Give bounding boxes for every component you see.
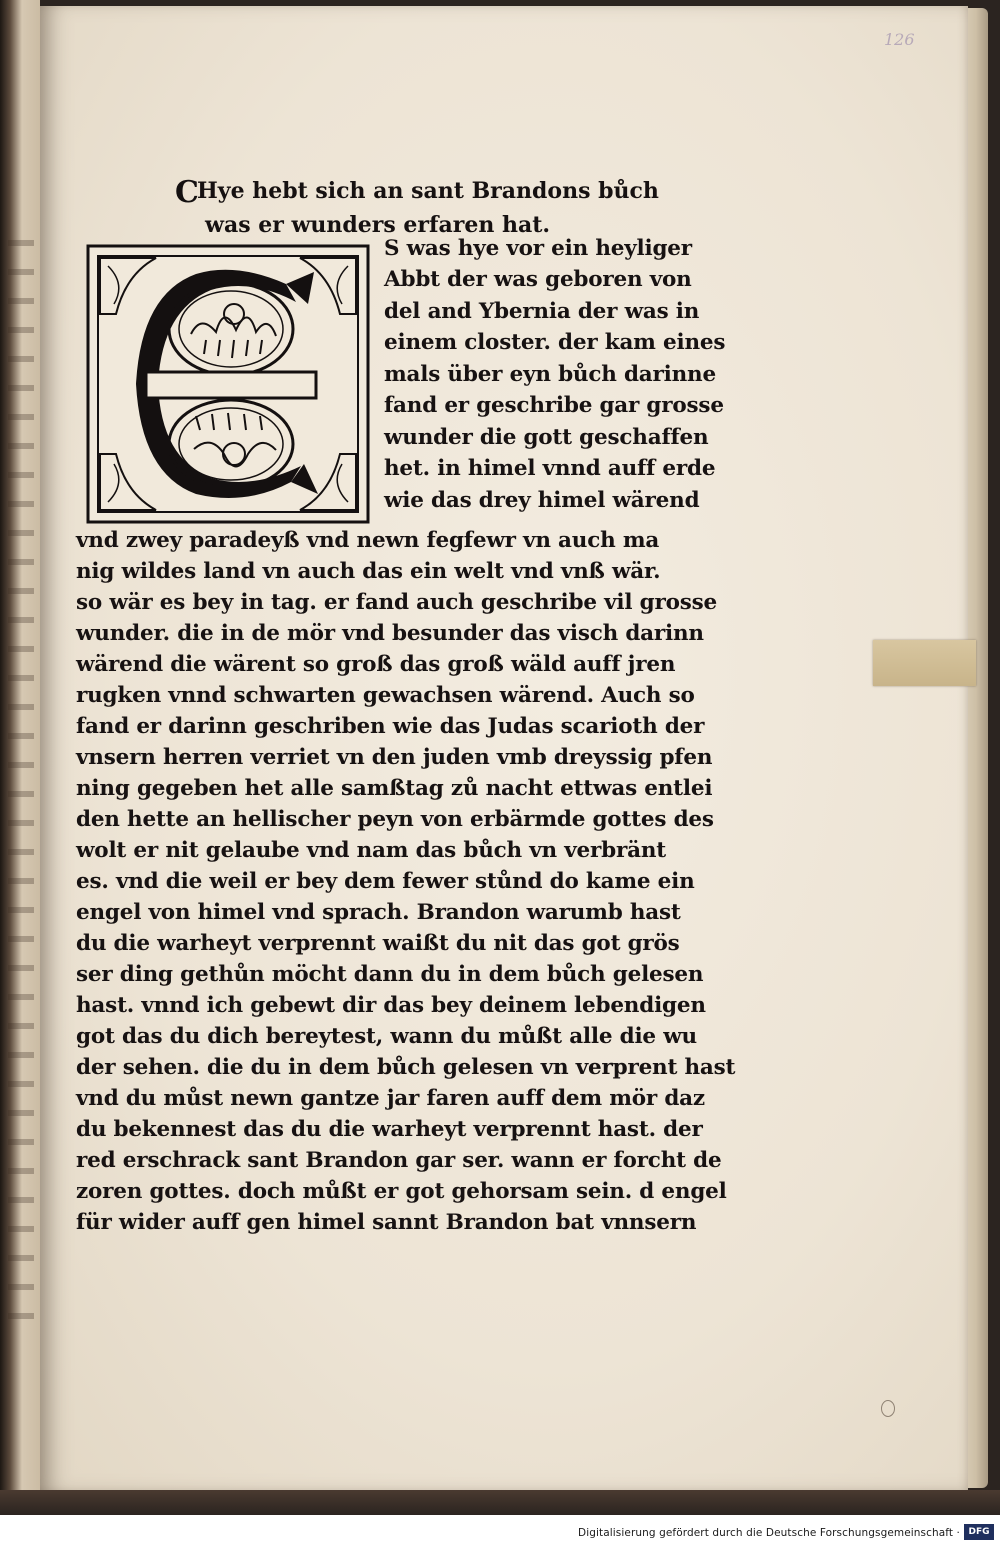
text-line: wärend die wärent so groß das groß wäld auff jren bbox=[76, 652, 676, 677]
text-line: für wider auff gen himel sannt Brandon bat vnnsern bbox=[76, 1210, 697, 1235]
decorated-initial-e-woodcut bbox=[86, 244, 370, 524]
text-line: so wär es bey in tag. er fand auch geschribe vil grosse bbox=[76, 590, 718, 615]
heading-line-1: Hye hebt sich an sant Brandons bůch bbox=[197, 178, 659, 204]
text-line: ning gegeben het alle samßtag zů nacht ettwas entlei bbox=[76, 776, 713, 801]
text-line: rugken vnnd schwarten gewachsen wärend. Auch so bbox=[76, 683, 695, 708]
text-line: wunder. die in de mör vnd besunder das visch darinn bbox=[76, 621, 704, 646]
footer-credit-bar bbox=[0, 1515, 1000, 1553]
text-line: ser ding gethůn möcht dann du in dem bůch gelesen bbox=[76, 962, 704, 987]
text-line: hast. vnnd ich gebewt dir das bey deinem lebendigen bbox=[76, 993, 706, 1018]
text-line: del and Ybernia der was in bbox=[384, 299, 700, 324]
folio-number: 126 bbox=[884, 30, 915, 49]
paragraph-mark: C bbox=[175, 175, 199, 210]
text-line: es. vnd die weil er bey dem fewer stůnd do kame ein bbox=[76, 869, 695, 894]
left-page-bleed-text bbox=[8, 240, 34, 1320]
text-line: mals über eyn bůch darinne bbox=[384, 362, 716, 387]
text-line: vnsern herren verriet vn den juden vmb dreyssig pfen bbox=[76, 745, 713, 770]
text-line: du bekennest das du die warheyt verprennt hast. der bbox=[76, 1117, 703, 1142]
text-line: wie das drey himel wärend bbox=[384, 488, 700, 513]
text-line: red erschrack sant Brandon gar ser. wann er forcht de bbox=[76, 1148, 722, 1173]
text-line: S was hye vor ein heyliger bbox=[384, 236, 692, 261]
text-line: den hette an hellischer peyn von erbärmde gottes des bbox=[76, 807, 714, 832]
heading-line-2: was er wunders erfaren hat. bbox=[205, 212, 551, 238]
circle-mark-icon bbox=[881, 1400, 895, 1417]
paper-bookmark-tab bbox=[873, 640, 976, 686]
text-line: het. in himel vnnd auff erde bbox=[384, 456, 716, 481]
text-line: fand er darinn geschriben wie das Judas scarioth der bbox=[76, 714, 705, 739]
text-line: wunder die gott geschaffen bbox=[384, 425, 709, 450]
text-line: wolt er nit gelaube vnd nam das bůch vn verbränt bbox=[76, 838, 667, 863]
dfg-logo: DFG bbox=[964, 1524, 994, 1540]
text-line: der sehen. die du in dem bůch gelesen vn verprent hast bbox=[76, 1055, 736, 1080]
footer-credit-text: Digitalisierung gefördert durch die Deutsche Forschungsgemeinschaft · bbox=[578, 1527, 960, 1539]
text-line: zoren gottes. doch můßt er got gehorsam sein. d engel bbox=[76, 1179, 727, 1204]
text-line: fand er geschribe gar grosse bbox=[384, 393, 724, 418]
text-line: vnd du můst newn gantze jar faren auff dem mör daz bbox=[76, 1086, 705, 1111]
text-line: got das du dich bereytest, wann du můßt alle die wu bbox=[76, 1024, 697, 1049]
text-line: einem closter. der kam eines bbox=[384, 330, 726, 355]
book-bottom-edge bbox=[0, 1490, 1000, 1515]
text-line: du die warheyt verprennt waißt du nit das got grös bbox=[76, 931, 680, 956]
text-line: vnd zwey paradeyß vnd newn fegfewr vn auch ma bbox=[76, 528, 660, 553]
text-line: nig wildes land vn auch das ein welt vnd vnß wär. bbox=[76, 559, 661, 584]
text-line: Abbt der was geboren von bbox=[384, 267, 692, 292]
text-line: engel von himel vnd sprach. Brandon warumb hast bbox=[76, 900, 681, 925]
